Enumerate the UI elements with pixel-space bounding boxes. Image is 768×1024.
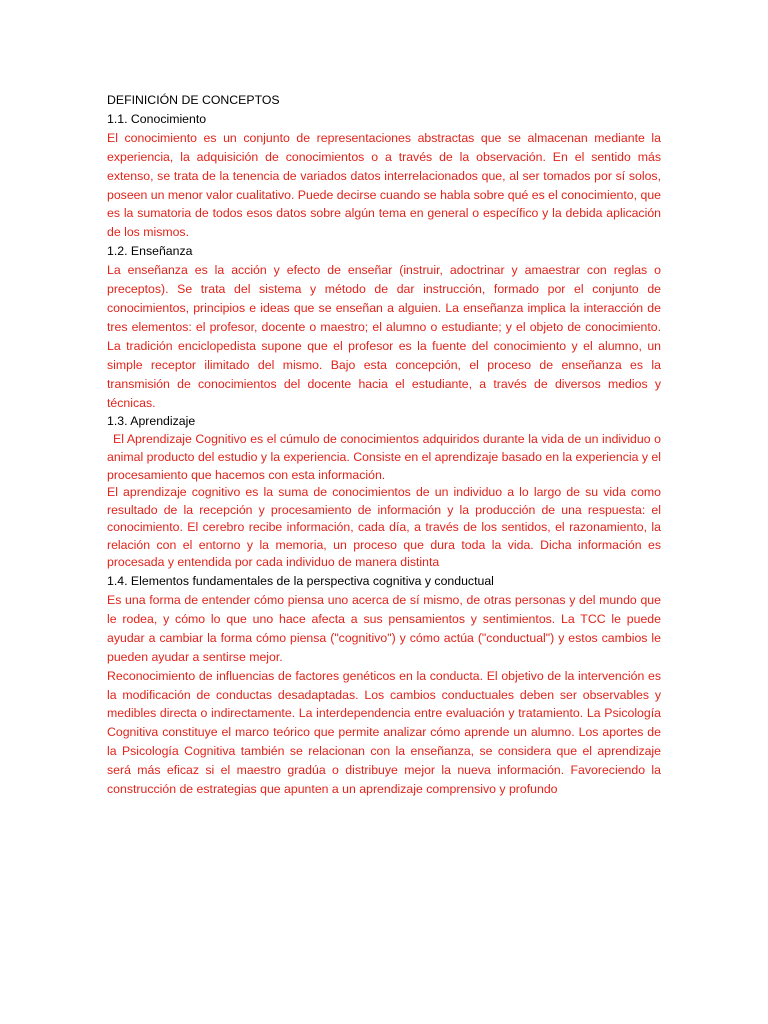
paragraph-ensenanza: La enseñanza es la acción y efecto de enseñar (instruir, adoctrinar y amaestrar con reglas o preceptos). Se trata del sistema y método de dar instrucción, formado por el conjunto de conocimientos, principios e ideas que se enseñan a alguien. La enseñanza implica la interacción de tres elementos: el profesor, docente o maestro; el alumno o estudiante; y el objeto de conocimiento. La tradición enciclopedista supone que el profesor es la fuente del conocimiento y el alumno, un simple receptor ilimitado del mismo. Bajo esta concepción, el proceso de enseñanza es la transmisión de conocimientos del docente hacia el estudiante, a través de diversos medios y técnicas. [107,263,661,410]
document-page [107,91,661,799]
section-heading-aprendizaje: 1.3. Aprendizaje [107,414,196,429]
paragraph-aprendizaje-suma: El aprendizaje cognitivo es la suma de conocimientos de un individuo a lo largo de su vida como resultado de la recepción y procesamiento de información y la producción de una respuesta: el conocimiento. El cerebro recibe información, cada día, a través de los sentidos, el razonamiento, la relación con el entorno y la memoria, un proceso que dura toda la vida. Dicha información es procesada y entendida por cada individuo de manera distinta [107,485,661,570]
section-heading-elementos: 1.4. Elementos fundamentales de la perspectiva cognitiva y conductual [107,574,494,589]
paragraph-conocimiento: El conocimiento es un conjunto de representaciones abstractas que se almacenan mediante la experiencia, la adquisición de conocimientos o a través de la observación. En el sentido más extenso, se trata de la tenencia de variados datos interrelacionados que, al ser tomados por sí solos, poseen un menor valor cualitativo. Puede decirse cuando se habla sobre qué es el conocimiento, que es la sumatoria de todos esos datos sobre algún tema en general o específico y la debida aplicación de los mismos. [107,130,661,240]
paragraph-psicologia-cognitiva: Reconocimiento de influencias de factores genéticos en la conducta. El objetivo de la intervención es la modificación de conductas desadaptadas. Los cambios conductuales deben ser observables y medibles directa o indirectamente. La interdependencia entre evaluación y tratamiento. La Psicología Cognitiva constituye el marco teórico que permite analizar cómo aprende un alumno. Los aportes de la Psicología Cognitiva también se relacionan con la enseñanza, se considera que el aprendizaje será más eficaz si el maestro gradúa o distribuye mejor la nueva información. Favoreciendo la construcción de estrategias que apunten a un aprendizaje comprensivo y profundo [107,668,661,797]
paragraph-aprendizaje-cognitivo: El Aprendizaje Cognitivo es el cúmulo de conocimientos adquiridos durante la vida de un individuo o animal producto del estudio y la experiencia. Consiste en el aprendizaje basado en la experiencia y el procesamiento que hacemos con esta información. [107,432,661,482]
paragraph-tcc: Es una forma de entender cómo piensa uno acerca de sí mismo, de otras personas y del mundo que le rodea, y cómo lo que uno hace afecta a sus pensamientos y sentimientos. La TCC le puede ayudar a cambiar la forma cómo piensa ("cognitivo") y cómo actúa ("conductual") y estos cambios le pueden ayudar a sentirse mejor. [107,592,661,664]
document-title: DEFINICIÓN DE CONCEPTOS [107,93,280,107]
section-heading-conocimiento: 1.1. Conocimiento [107,111,207,126]
section-heading-ensenanza: 1.2. Enseñanza [107,244,193,259]
